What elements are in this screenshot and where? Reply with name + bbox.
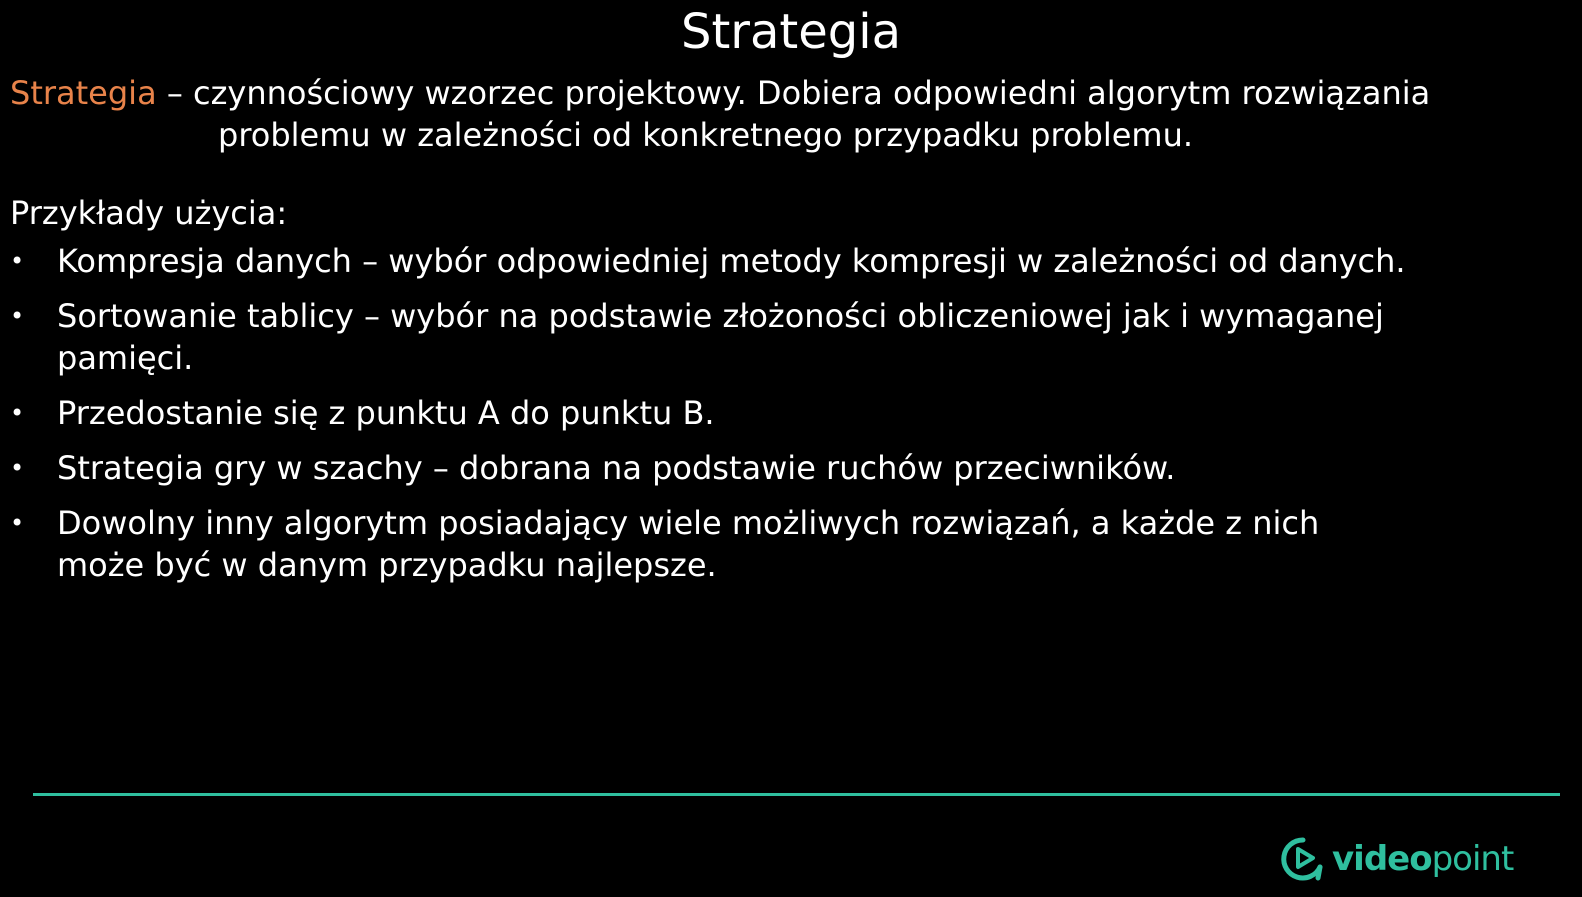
- list-item: [10, 295, 1570, 379]
- list-item: [10, 240, 1570, 282]
- logo-text: [1332, 839, 1513, 879]
- logo-text-bold: video: [1332, 839, 1432, 879]
- definition: [10, 72, 1580, 156]
- play-icon: [1280, 836, 1326, 882]
- examples-heading: Przykłady użycia:: [10, 194, 288, 232]
- list-item-text: Kompresja danych – wybór odpowiedniej metody kompresji w zależności od danych.: [57, 242, 1406, 280]
- definition-text-line1: – czynnościowy wzorzec projektowy. Dobiera odpowiedni algorytm rozwiązania: [156, 74, 1431, 112]
- bullet-icon: •: [10, 399, 25, 427]
- bullet-icon: •: [10, 454, 25, 482]
- slide-title: Strategia: [680, 4, 901, 60]
- definition-text-line2: problemu w zależności od konkretnego przypadku problemu.: [218, 116, 1194, 154]
- list-item-text-cont: może być w danym przypadku najlepsze.: [57, 546, 717, 584]
- list-item-text: Sortowanie tablicy – wybór na podstawie złożoności obliczeniowej jak i wymaganej: [57, 297, 1384, 335]
- list-item-text: Dowolny inny algorytm posiadający wiele możliwych rozwiązań, a każde z nich: [57, 504, 1320, 542]
- examples-list: [10, 240, 1570, 599]
- list-item-text: Przedostanie się z punktu A do punktu B.: [57, 394, 715, 432]
- list-item: [10, 502, 1570, 586]
- list-item-text-cont: pamięci.: [57, 339, 194, 377]
- logo-text-regular: point: [1431, 839, 1514, 879]
- bullet-icon: •: [10, 509, 25, 537]
- definition-term: Strategia: [10, 74, 157, 112]
- bullet-icon: •: [10, 247, 25, 275]
- videopoint-logo: [1280, 836, 1513, 882]
- list-item: [10, 447, 1570, 489]
- list-item-text: Strategia gry w szachy – dobrana na podstawie ruchów przeciwników.: [57, 449, 1176, 487]
- bullet-icon: •: [10, 302, 25, 330]
- footer-divider: [33, 793, 1560, 796]
- list-item: [10, 392, 1570, 434]
